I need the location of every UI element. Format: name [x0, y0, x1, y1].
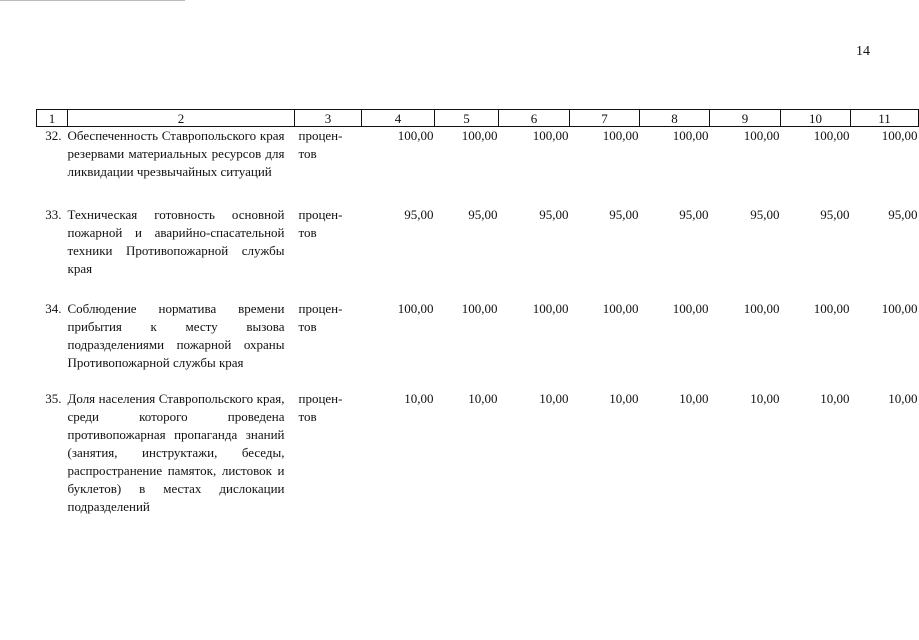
header-cell: 8	[640, 110, 710, 127]
value-cell: 100,00	[602, 128, 639, 143]
table-row	[37, 390, 919, 516]
value-cell: 100,00	[397, 301, 434, 316]
table-row	[37, 206, 919, 300]
page-number: 14	[856, 44, 870, 59]
table-row	[37, 300, 919, 390]
header-cell: 2	[68, 110, 295, 127]
row-number: 34.	[45, 301, 62, 316]
value-cell: 100,00	[743, 301, 780, 316]
unit-cell: процен- тов	[298, 128, 343, 161]
value-cell: 10,00	[679, 391, 709, 406]
header-cell: 1	[37, 110, 68, 127]
value-cell: 100,00	[813, 301, 850, 316]
value-cell: 95,00	[750, 207, 780, 222]
header-cell: 3	[295, 110, 362, 127]
value-cell: 95,00	[468, 207, 498, 222]
value-cell: 95,00	[820, 207, 850, 222]
unit-cell: процен- тов	[298, 391, 343, 424]
indicator-name: Техническая готовность основной пожарной и аварийно-спасательной техники Противопожарной службы края	[67, 207, 285, 276]
value-cell: 100,00	[532, 128, 569, 143]
value-cell: 10,00	[404, 391, 434, 406]
value-cell: 95,00	[609, 207, 639, 222]
header-cell: 7	[570, 110, 640, 127]
row-number: 32.	[45, 128, 62, 143]
value-cell: 95,00	[679, 207, 709, 222]
value-cell: 10,00	[468, 391, 498, 406]
value-cell: 10,00	[750, 391, 780, 406]
header-cell: 5	[435, 110, 499, 127]
indicator-name: Соблюдение норматива времени прибытия к месту вызова подразделениями пожарной охраны Противопожарной службы края	[67, 301, 285, 370]
indicator-name: Обеспеченность Ставропольского края резервами материальных ресурсов для ликвидации чрезвычайных ситуаций	[67, 128, 285, 179]
value-cell: 100,00	[743, 128, 780, 143]
unit-cell: процен- тов	[298, 207, 343, 240]
table-row	[37, 127, 919, 207]
header-cell: 4	[362, 110, 435, 127]
value-cell: 100,00	[461, 301, 498, 316]
scan-artifact-line	[0, 0, 185, 1]
row-number: 33.	[45, 207, 62, 222]
value-cell: 10,00	[539, 391, 569, 406]
value-cell: 100,00	[672, 301, 709, 316]
header-cell: 9	[710, 110, 781, 127]
value-cell: 10,00	[609, 391, 639, 406]
row-number: 35.	[45, 391, 62, 406]
value-cell: 95,00	[539, 207, 569, 222]
value-cell: 100,00	[881, 301, 918, 316]
value-cell: 100,00	[813, 128, 850, 143]
value-cell: 100,00	[532, 301, 569, 316]
value-cell: 100,00	[672, 128, 709, 143]
header-cell: 11	[851, 110, 919, 127]
value-cell: 10,00	[820, 391, 850, 406]
value-cell: 100,00	[397, 128, 434, 143]
table-header-row	[37, 110, 919, 127]
header-cell: 6	[499, 110, 570, 127]
unit-cell: процен- тов	[298, 301, 343, 334]
indicator-name: Доля населения Ставропольского края, среди которого проведена противопожарная пропаганда знаний (занятия, инструктажи, беседы, распространение памяток, листовок и буклетов) в местах дислокации подразделений	[67, 391, 285, 514]
header-cell: 10	[781, 110, 851, 127]
value-cell: 95,00	[888, 207, 918, 222]
value-cell: 10,00	[888, 391, 918, 406]
value-cell: 100,00	[881, 128, 918, 143]
value-cell: 95,00	[404, 207, 434, 222]
value-cell: 100,00	[461, 128, 498, 143]
indicators-table	[36, 109, 919, 516]
value-cell: 100,00	[602, 301, 639, 316]
